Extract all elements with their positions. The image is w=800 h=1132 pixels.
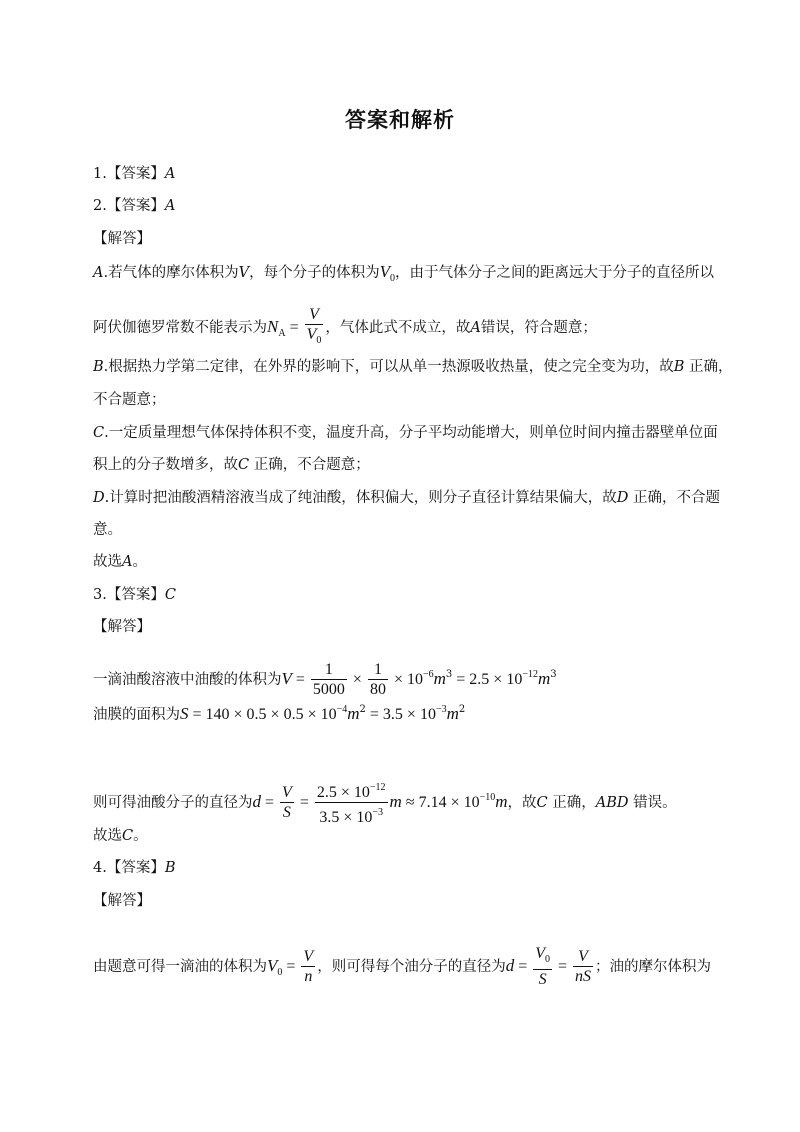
avogadro-fraction: $\frac{V}{V_0}$ xyxy=(305,305,324,351)
q2-option-d-line1: D.计算时把油酸酒精溶液当成了纯油酸，体积偏大，则分子直径计算结果偏大，故D 正确，不合题 xyxy=(93,490,720,506)
q1-label: 1.【答案】 xyxy=(93,166,165,182)
page-title: 答案和解析 xyxy=(345,108,455,132)
q1-answer: A xyxy=(164,166,176,182)
q2-option-b-line2: 不合题意； xyxy=(93,392,166,408)
q3-area-line: 油膜的面积为$S = 140 \times 0.5 \times 0.5 \times 10^{-4}m^2 = 3.5 \times 10^{-3}m^2$ xyxy=(93,704,466,723)
q1-answer-line xyxy=(93,164,175,184)
q2-jiexi-heading: 【解答】 xyxy=(93,231,151,247)
q2-option-b-line1: B.根据热力学第二定律，在外界的影响下，可以从单一热源吸收热量，使之完全变为功，故B 正确， xyxy=(93,359,733,375)
q3-jiexi-heading: 【解答】 xyxy=(93,619,151,635)
q3-answer: C xyxy=(164,587,176,603)
q3-volume-line: 一滴油酸溶液中油酸的体积为V = $\frac{1}{5000}$ × $\frac{1}{80}$ × $10^{-6}m^3 = 2.5 \times 10^{-12}m^3$ xyxy=(93,661,557,698)
q4-jiexi-heading: 【解答】 xyxy=(93,893,151,909)
q2-conclusion: 故选A。 xyxy=(93,554,147,570)
q2-option-d-line2: 意。 xyxy=(93,522,122,538)
q3-conclusion: 故选C。 xyxy=(93,828,148,844)
q2-option-a-line1: A.若气体的摩尔体积为V，每个分子的体积为$V_0$，由于气体分子之间的距离远大于分子的直径所以 xyxy=(93,262,714,284)
q2-option-c-line2: 积上的分子数增多，故C 正确，不合题意； xyxy=(93,457,370,473)
q2-answer-line xyxy=(93,196,175,216)
q2-label: 2.【答案】 xyxy=(93,198,165,214)
q4-label: 4.【答案】 xyxy=(93,860,165,876)
q2-option-a-line2: 阿伏伽德罗常数不能表示为$N_A$ = $\frac{V}{V_0}$ ，气体此式不成立，故A错误，符合题意； xyxy=(93,305,597,351)
q3-answer-line xyxy=(93,585,176,605)
q4-answer: B xyxy=(164,860,176,876)
q3-label: 3.【答案】 xyxy=(93,587,165,603)
q2-option-c-line1: C.一定质量理想气体保持体积不变，温度升高，分子平均动能增大，则单位时间内撞击器壁单位面 xyxy=(93,425,718,441)
q4-answer-line xyxy=(93,858,176,878)
q3-diameter-line: 则可得油酸分子的直径为d = $\frac{V}{S}$ = $\frac{2.5 \times 10^{-12}}{3.5 \times 10^{-3}}$ $m \approx 7.14 \times 10^{-10}m$，故C 正确，ABD 错误。 xyxy=(93,782,677,826)
q4-volume-line: 由题意可得一滴油的体积为$V_0$ = $\frac{V}{n}$ ，则可得每个油分子的直径为d = $\frac{V_0}{S}$ = $\frac{V}{nS}$ ；油的摩尔体积为 xyxy=(93,945,712,988)
q2-answer: A xyxy=(164,198,176,214)
